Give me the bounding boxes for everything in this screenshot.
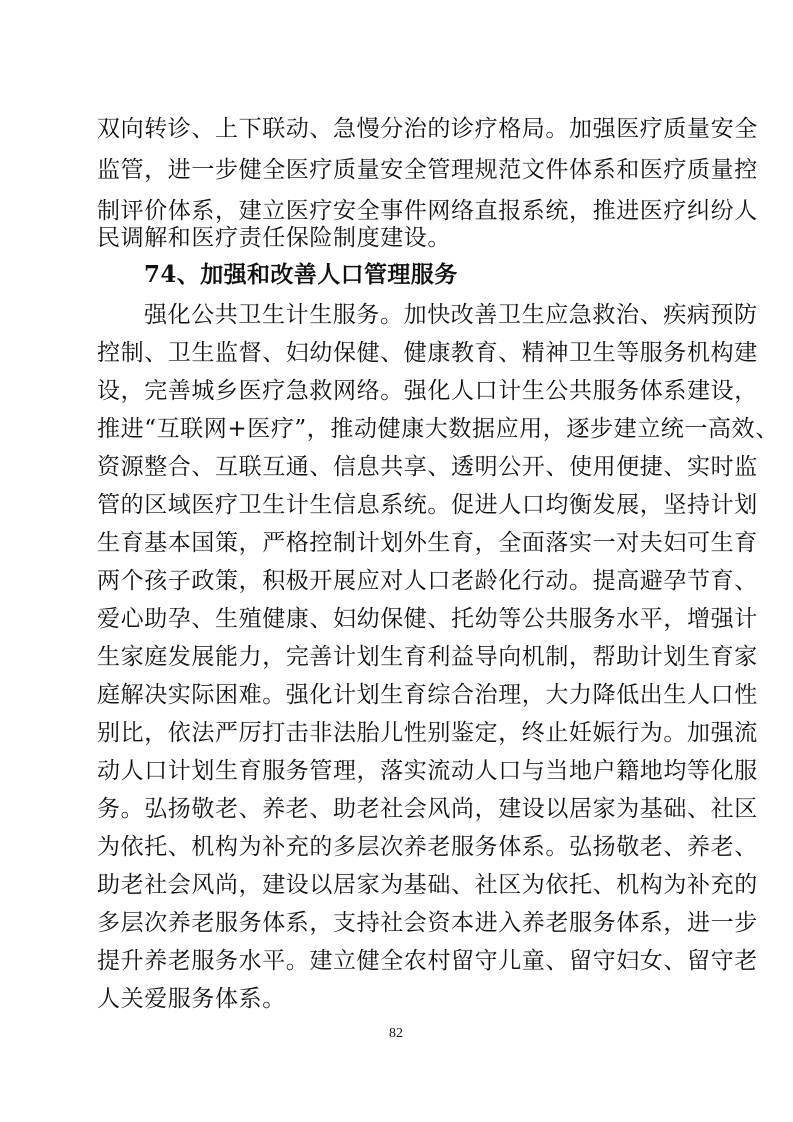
section-heading: 74、加强和改善人口管理服务 — [144, 261, 458, 288]
paragraph-line: 监管，进一步健全医疗质量安全管理规范文件体系和医疗质量控 — [97, 157, 758, 183]
paragraph-line: 生育基本国策，严格控制计划外生育，全面落实一对夫妇可生育 — [97, 530, 758, 556]
paragraph-line: 多层次养老服务体系，支持社会资本进入养老服务体系，进一步 — [97, 910, 758, 936]
paragraph-line: 设，完善城乡医疗急救网络。强化人口计生公共服务体系建设， — [97, 378, 758, 404]
page-number: 82 — [389, 1026, 403, 1041]
paragraph-line: 爱心助孕、生殖健康、妇幼保健、托幼等公共服务水平，增强计 — [97, 606, 758, 632]
paragraph-line: 制评价体系，建立医疗安全事件网络直报系统，推进医疗纠纷人 — [97, 198, 758, 224]
paragraph-line: 助老社会风尚，建设以居家为基础、社区为依托、机构为补充的 — [97, 872, 758, 898]
paragraph-line: 务。弘扬敬老、养老、助老社会风尚，建设以居家为基础、社区 — [97, 796, 758, 822]
paragraph-line: 推进“互联网+医疗”，推动健康大数据应用，逐步建立统一高效、 — [97, 416, 779, 442]
paragraph-line: 资源整合、互联互通、信息共享、透明公开、使用便捷、实时监 — [97, 454, 758, 480]
paragraph-line: 庭解决实际困难。强化计划生育综合治理，大力降低出生人口性 — [97, 682, 758, 708]
paragraph-line: 管的区域医疗卫生计生信息系统。促进人口均衡发展，坚持计划 — [97, 492, 758, 518]
paragraph-line: 双向转诊、上下联动、急慢分治的诊疗格局。加强医疗质量安全 — [97, 116, 758, 142]
paragraph-line: 控制、卫生监督、妇幼保健、健康教育、精神卫生等服务机构建 — [97, 340, 758, 366]
paragraph-line: 民调解和医疗责任保险制度建设。 — [97, 225, 451, 251]
paragraph-line: 提升养老服务水平。建立健全农村留守儿童、留守妇女、留守老 — [97, 948, 758, 974]
paragraph-line: 别比，依法严厉打击非法胎儿性别鉴定，终止妊娠行为。加强流 — [97, 720, 758, 746]
paragraph-line: 两个孩子政策，积极开展应对人口老龄化行动。提高避孕节育、 — [97, 568, 758, 594]
paragraph-line: 人关爱服务体系。 — [97, 986, 286, 1012]
paragraph-line: 为依托、机构为补充的多层次养老服务体系。弘扬敬老、养老、 — [97, 834, 758, 860]
paragraph-line: 动人口计划生育服务管理，落实流动人口与当地户籍地均等化服 — [97, 758, 758, 784]
paragraph-line: 强化公共卫生计生服务。加快改善卫生应急救治、疾病预防 — [144, 302, 758, 328]
paragraph-line: 生家庭发展能力，完善计划生育利益导向机制，帮助计划生育家 — [97, 644, 758, 670]
